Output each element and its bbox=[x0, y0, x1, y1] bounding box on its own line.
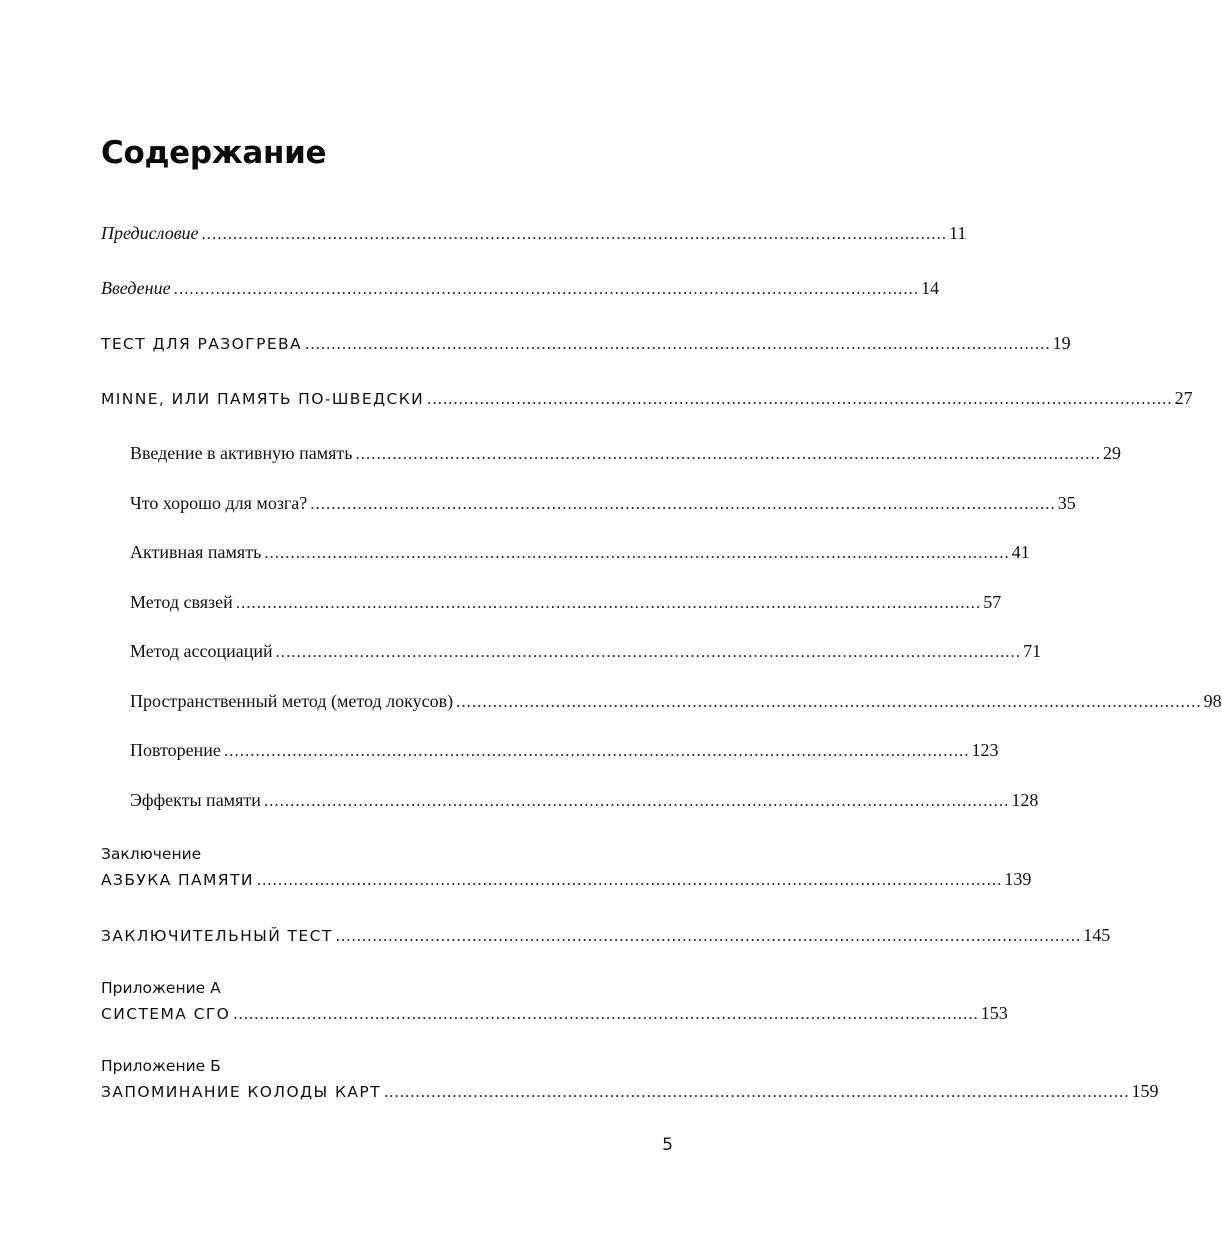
dot-leader: .............................................................................................................................................. bbox=[233, 1004, 979, 1023]
dot-leader: .............................................................................................................................................. bbox=[223, 741, 970, 760]
toc-page-number: 19 bbox=[1052, 333, 1071, 353]
toc-section-label: Заключение bbox=[101, 845, 202, 863]
dot-leader: .............................................................................................................................................. bbox=[305, 334, 1051, 353]
toc-entry-title: Метод связей bbox=[130, 592, 233, 612]
dot-leader: .............................................................................................................................................. bbox=[427, 389, 1173, 408]
toc-subentry-repetition[interactable] bbox=[130, 737, 999, 763]
toc-entry-title: СИСТЕМА СГО bbox=[101, 1005, 231, 1023]
toc-page-number: 27 bbox=[1174, 388, 1193, 408]
toc-page-number: 41 bbox=[1011, 542, 1030, 562]
toc-subentry-good-for-brain[interactable] bbox=[130, 490, 1076, 516]
dot-leader: .............................................................................................................................................. bbox=[335, 926, 1082, 945]
toc-page-number: 98 bbox=[1203, 691, 1222, 711]
toc-page-number: 145 bbox=[1083, 925, 1111, 945]
toc-page-number: 57 bbox=[983, 592, 1002, 612]
dot-leader: .............................................................................................................................................. bbox=[235, 593, 982, 612]
toc-entry-title: Что хорошо для мозга? bbox=[130, 493, 308, 513]
toc-entry-title: Пространственный метод (метод локусов) bbox=[130, 691, 454, 711]
dot-leader: .............................................................................................................................................. bbox=[173, 279, 920, 298]
toc-entry-final-test[interactable] bbox=[101, 922, 1111, 948]
toc-entry-title: Метод ассоциаций bbox=[130, 641, 273, 661]
dot-leader: .............................................................................................................................................. bbox=[256, 870, 1003, 889]
toc-subentry-link-method[interactable] bbox=[130, 589, 1002, 615]
toc-entry-title: Предисловие bbox=[101, 223, 199, 243]
toc-subentry-active-memory-intro[interactable] bbox=[130, 440, 1121, 466]
toc-page-number: 153 bbox=[980, 1003, 1008, 1023]
toc-page-number: 71 bbox=[1023, 641, 1042, 661]
page-number: 5 bbox=[662, 1135, 673, 1155]
toc-entry-memory-alphabet[interactable] bbox=[101, 866, 1032, 892]
toc-page-number: 123 bbox=[971, 740, 999, 760]
toc-subentry-loci-method[interactable] bbox=[130, 688, 1222, 714]
toc-entry-appendix-a[interactable] bbox=[101, 1000, 1008, 1026]
dot-leader: .............................................................................................................................................. bbox=[310, 494, 1056, 513]
toc-entry-minne[interactable] bbox=[101, 385, 1193, 411]
dot-leader: .............................................................................................................................................. bbox=[384, 1082, 1130, 1101]
toc-page-number: 128 bbox=[1011, 790, 1039, 810]
toc-entry-preface[interactable] bbox=[101, 220, 967, 246]
toc-subentry-association-method[interactable] bbox=[130, 638, 1042, 664]
toc-entry-title: Введение bbox=[101, 278, 171, 298]
toc-entry-title: Эффекты памяти bbox=[130, 790, 261, 810]
toc-page-number: 159 bbox=[1131, 1081, 1159, 1101]
toc-entry-title: ЗАПОМИНАНИЕ КОЛОДЫ КАРТ bbox=[101, 1083, 381, 1101]
page-title: Содержание bbox=[101, 135, 327, 171]
toc-entry-title: АЗБУКА ПАМЯТИ bbox=[101, 871, 254, 889]
toc-entry-introduction[interactable] bbox=[101, 275, 940, 301]
toc-page-number: 35 bbox=[1057, 493, 1076, 513]
dot-leader: .............................................................................................................................................. bbox=[275, 642, 1022, 661]
toc-page-number: 11 bbox=[949, 223, 967, 243]
dot-leader: .............................................................................................................................................. bbox=[263, 791, 1010, 810]
toc-subentry-active-memory[interactable] bbox=[130, 539, 1030, 565]
toc-entry-warmup-test[interactable] bbox=[101, 330, 1071, 356]
toc-entry-title: MINNE, ИЛИ ПАМЯТЬ ПО-ШВЕДСКИ bbox=[101, 390, 425, 408]
toc-page-number: 29 bbox=[1103, 443, 1121, 463]
dot-leader: .............................................................................................................................................. bbox=[456, 692, 1202, 711]
toc-entry-title: Активная память bbox=[130, 542, 262, 562]
toc-section-label: Приложение Б bbox=[101, 1057, 221, 1075]
toc-page-number: 139 bbox=[1004, 869, 1032, 889]
toc-section-label: Приложение А bbox=[101, 979, 221, 997]
dot-leader: .............................................................................................................................................. bbox=[355, 444, 1101, 463]
toc-entry-title: ТЕСТ ДЛЯ РАЗОГРЕВА bbox=[101, 335, 303, 353]
toc-entry-title: Введение в активную память bbox=[130, 443, 353, 463]
toc-entry-appendix-b[interactable] bbox=[101, 1078, 1159, 1104]
toc-page-number: 14 bbox=[921, 278, 940, 298]
dot-leader: .............................................................................................................................................. bbox=[264, 543, 1010, 562]
toc-entry-title: ЗАКЛЮЧИТЕЛЬНЫЙ ТЕСТ bbox=[101, 927, 333, 945]
toc-entry-title: Повторение bbox=[130, 740, 221, 760]
dot-leader: .............................................................................................................................................. bbox=[201, 224, 948, 243]
toc-subentry-memory-effects[interactable] bbox=[130, 787, 1039, 813]
